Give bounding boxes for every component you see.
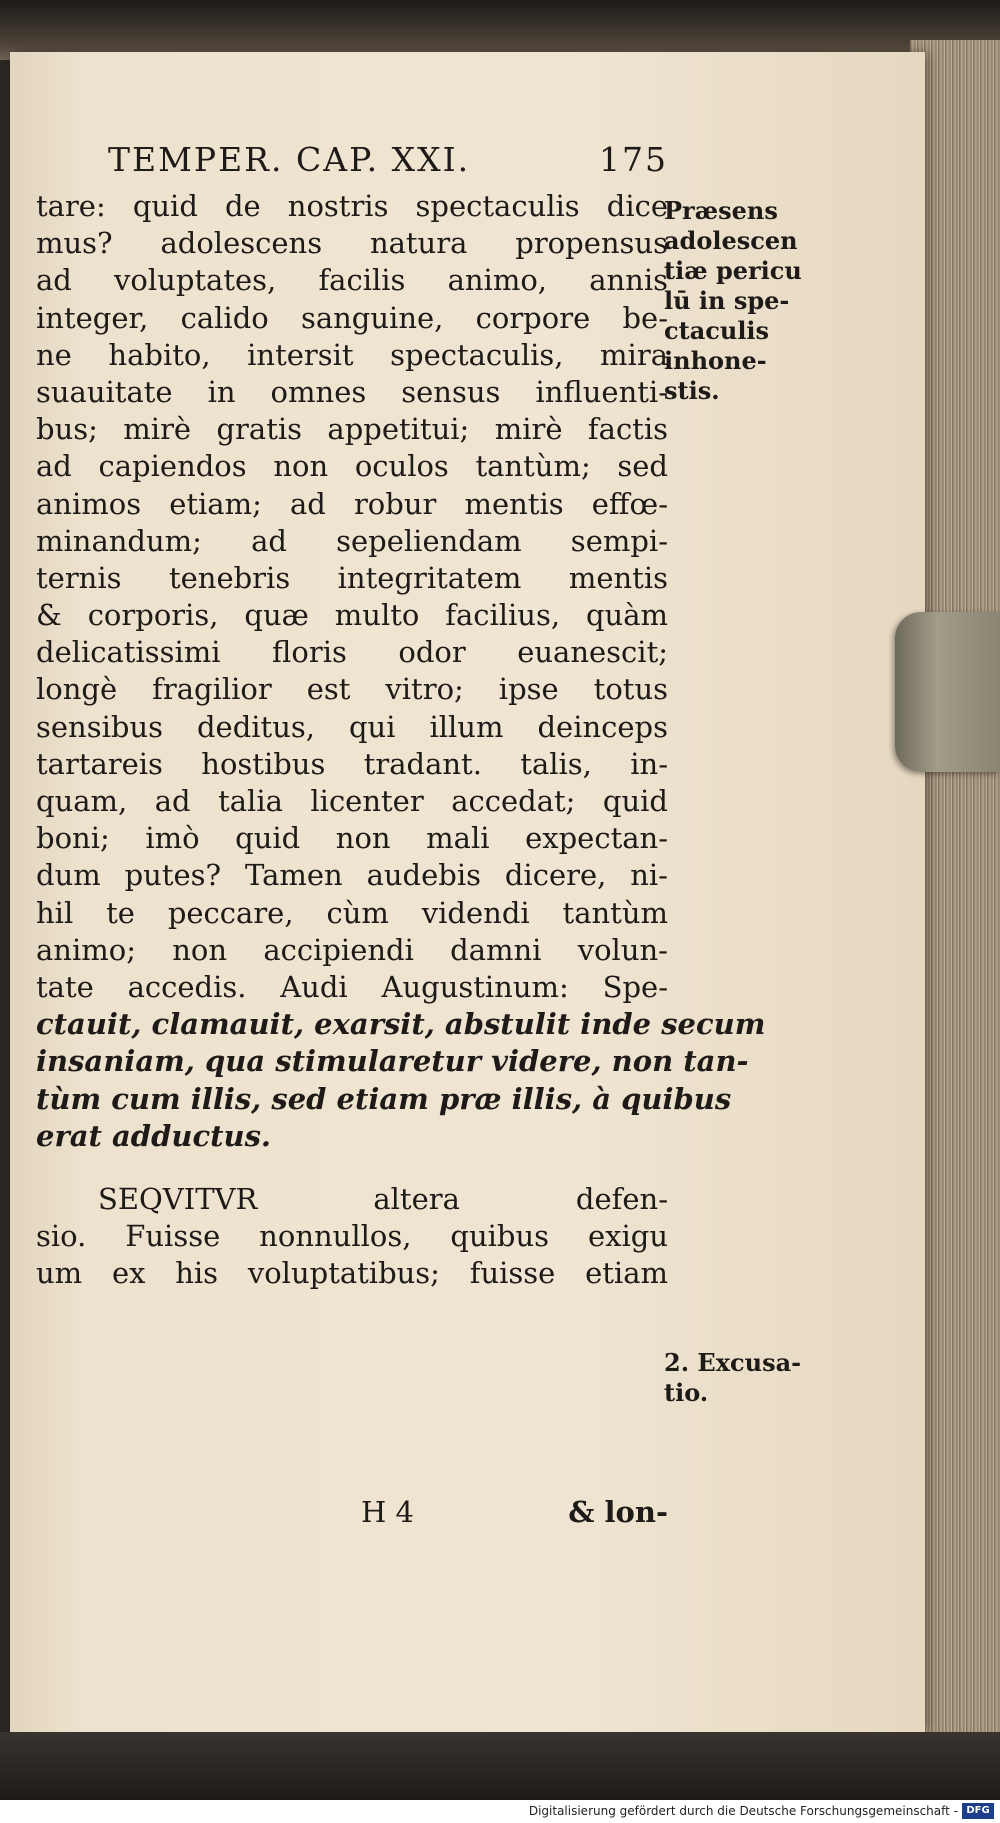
margin-note-line: ctaculis	[664, 316, 770, 345]
quote-line: ctauit, clamauit, exarsit, abstulit inde secum	[36, 1007, 766, 1042]
margin-note-line: 2. Excusa-	[664, 1348, 802, 1377]
signature-mark: H 4	[361, 1495, 414, 1529]
text-line: boni; imò quid non mali expectan-	[36, 821, 668, 856]
text-line: ad capiendos non oculos tantùm; sed	[36, 449, 668, 484]
quote-line: insaniam, qua stimularetur videre, non tan-	[36, 1044, 749, 1079]
book-top-edge	[0, 0, 1000, 60]
text-line: dum putes? Tamen audebis dicere, ni-	[36, 858, 668, 893]
page-foot	[36, 1495, 668, 1535]
text-line: quam, ad talia licenter accedat; quid	[36, 784, 668, 818]
book-bottom-edge	[0, 1732, 1000, 1800]
text-line: longè fragilior est vitro; ipse totus	[36, 672, 668, 707]
margin-note-line: lū in spe-	[664, 286, 790, 315]
text-line: hil te peccare, cùm videndi tantùm	[36, 895, 668, 930]
text-line: mus? adolescens natura propensus	[36, 226, 668, 261]
running-header	[108, 140, 668, 184]
text-line: ad voluptates, facilis animo, annis	[36, 263, 668, 298]
margin-note-line: adolescen	[664, 226, 798, 255]
margin-note-line: Præsens	[664, 196, 778, 225]
text-line: sensibus deditus, qui illum deinceps	[36, 709, 668, 744]
funding-footer	[0, 1800, 1000, 1823]
text-line: um ex his voluptatibus; fuisse etiam	[36, 1256, 668, 1291]
text-line: integer, calido sanguine, corpore be-	[36, 300, 668, 335]
text-line: ternis tenebris integritatem mentis	[36, 560, 668, 595]
text-line: ne habito, intersit spectaculis, mira	[36, 337, 668, 372]
catchword: & lon-	[568, 1495, 668, 1529]
page-tab-marker	[895, 612, 1000, 772]
margin-note-line: tio.	[664, 1378, 709, 1407]
margin-note-line: tiæ pericu	[664, 256, 802, 285]
text-line: tate accedis. Audi Augustinum: Spe-	[36, 969, 668, 1004]
text-line: SEQVITVR altera defen-	[98, 1181, 668, 1216]
text-line: tartareis hostibus tradant. talis, in-	[36, 746, 668, 781]
text-line: tare: quid de nostris spectaculis dice	[36, 189, 668, 223]
text-line: delicatissimi floris odor euanescit;	[36, 635, 668, 670]
text-line: suauitate in omnes sensus influenti-	[36, 374, 668, 409]
funding-credit: Digitalisierung gefördert durch die Deutsche Forschungsgemeinschaft -	[528, 1804, 958, 1818]
quote-line: erat adductus.	[36, 1118, 272, 1153]
quote-line: tùm cum illis, sed etiam præ illis, à quibus	[36, 1081, 732, 1116]
page-number: 175	[599, 140, 668, 179]
margin-note-2	[664, 1348, 824, 1408]
margin-note-line: stis.	[664, 376, 720, 405]
margin-note-1	[664, 196, 824, 406]
text-line: bus; mirè gratis appetitui; mirè factis	[36, 412, 668, 447]
text-line: animos etiam; ad robur mentis effœ-	[36, 486, 668, 521]
text-line: & corporis, quæ multo facilius, quàm	[36, 598, 668, 633]
text-line: animo; non accipiendi damni volun-	[36, 932, 668, 967]
text-line: sio. Fuisse nonnullos, quibus exigu	[36, 1219, 668, 1254]
text-line: minandum; ad sepeliendam sempi-	[36, 523, 668, 558]
margin-note-line: inhone-	[664, 346, 767, 375]
running-title: TEMPER. CAP. XXI.	[108, 140, 471, 179]
dfg-logo: DFG	[962, 1803, 994, 1819]
